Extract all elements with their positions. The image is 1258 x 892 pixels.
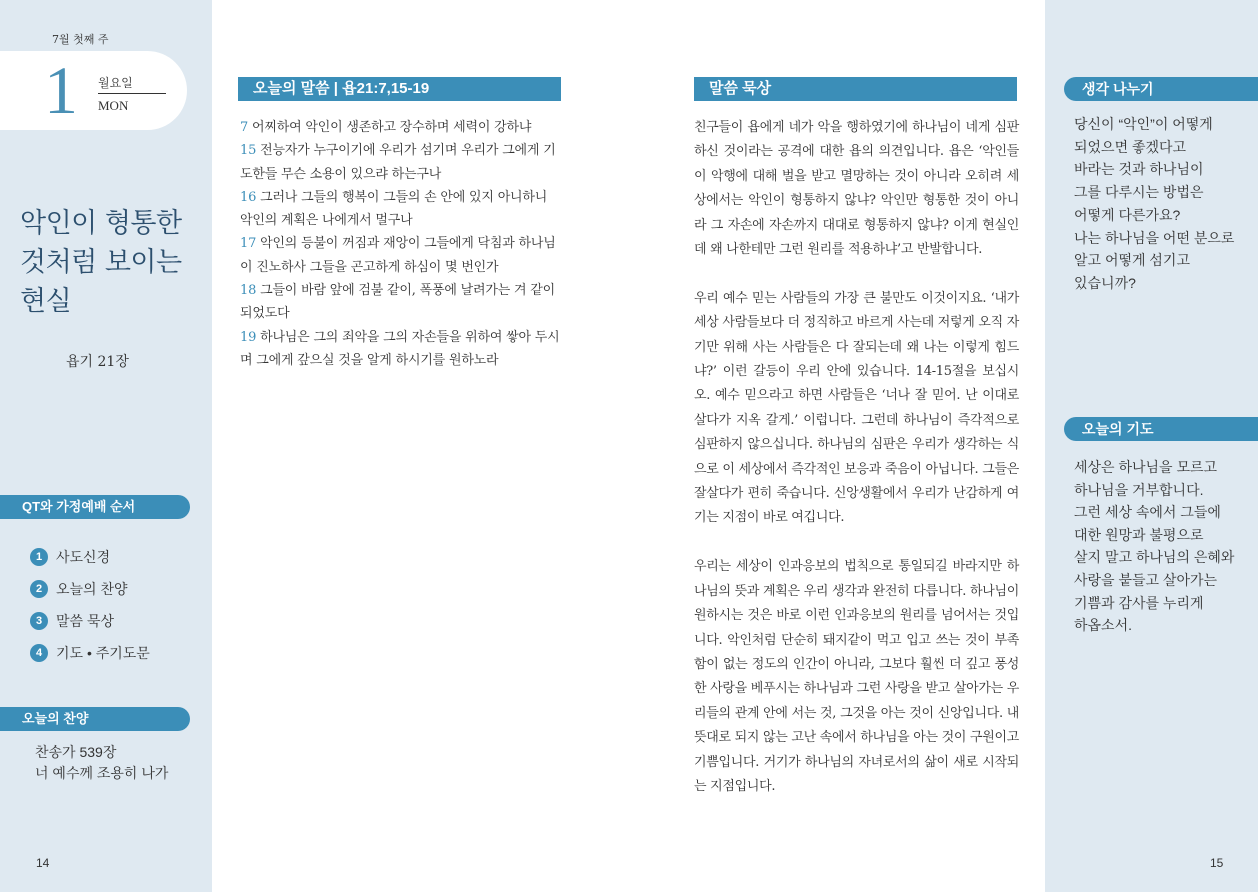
page-title: 악인이 형통한 것처럼 보이는 현실 bbox=[20, 208, 182, 317]
meditation-text bbox=[694, 116, 1019, 824]
verse-text: 악인의 등불이 꺼짐과 재앙이 그들에게 닥침과 하나님이 진노하사 그들을 곤고하게 하심이 몇 번인가 bbox=[240, 236, 556, 275]
hymn-title: 너 예수께 조용히 나가 bbox=[35, 765, 169, 781]
hymn-number: 찬송가 539장 bbox=[35, 744, 117, 760]
scripture-text bbox=[240, 116, 563, 372]
weekday-english: MON bbox=[98, 98, 129, 113]
verse-text: 어찌하여 악인이 생존하고 장수하며 세력이 강하냐 bbox=[248, 120, 532, 135]
verse-text: 그러나 그들의 행복이 그들의 손 안에 있지 아니하니 악인의 계획은 나에게서 멀구나 bbox=[240, 189, 548, 229]
qt-order-item bbox=[30, 541, 150, 573]
verse-text: 하나님은 그의 죄악을 그의 자손들을 위하여 쌓아 두시며 그에게 갚으실 것을 알게 하시기를 원하노라 bbox=[240, 329, 560, 368]
qt-order-item-label: 사도신경 bbox=[56, 549, 111, 565]
step-number-badge: 3 bbox=[30, 612, 48, 630]
qt-order-label: QT와 가정예배 순서 bbox=[0, 495, 190, 519]
qt-order-item bbox=[30, 573, 150, 605]
verse-number: 16 bbox=[240, 189, 257, 205]
verse-number: 15 bbox=[240, 143, 257, 159]
praise-label: 오늘의 찬양 bbox=[0, 707, 190, 731]
date-badge bbox=[0, 51, 187, 130]
step-number-badge: 4 bbox=[30, 644, 48, 662]
weekday-korean: 월요일 bbox=[98, 76, 133, 90]
chapter-reference: 욥기 21장 bbox=[66, 354, 129, 370]
verse-number: 18 bbox=[240, 283, 257, 299]
page-number-left: 14 bbox=[36, 856, 50, 870]
verse-number: 7 bbox=[240, 120, 249, 135]
meditation-paragraph: 친구들이 욥에게 네가 악을 행하였기에 하나님이 네게 심판하신 것이라는 공격에 대한 욥의 의견입니다. 욥은 ‘악인들이 악행에 대해 벌을 받고 멸망하는 것이 아니라 오히려 세상에서는 악인이 형통하지 않냐? 악인만 형통한 것이 아니라 그 자손에 자손까지 대대로 형통하지 않냐? 이게 현실인데 왜 나한테만 그런 원리를 적용하냐’고 반발합니다. bbox=[694, 120, 1019, 258]
qt-order-item-label: 기도 • 주기도문 bbox=[56, 645, 150, 661]
day-number: 1 bbox=[44, 52, 78, 128]
share-thoughts-label: 생각 나누기 bbox=[1064, 77, 1258, 101]
qt-order-item-label: 말씀 묵상 bbox=[56, 613, 114, 629]
qt-order-list bbox=[30, 541, 150, 669]
qt-order-item bbox=[30, 637, 150, 669]
qt-order-item bbox=[30, 605, 150, 637]
verse-number: 17 bbox=[240, 236, 257, 252]
verse-number: 19 bbox=[240, 329, 257, 345]
praise-info bbox=[35, 742, 168, 784]
share-thoughts-text: 당신이 “악인”이 어떻게 되었으면 좋겠다고 바라는 것과 하나님이 그를 다루시는 방법은 어떻게 다른가요? 나는 하나님을 어떤 분으로 알고 어떻게 섬기고 있습니까? bbox=[1074, 116, 1235, 291]
scripture-header: 오늘의 말씀 | 욥21:7,15-19 bbox=[238, 77, 561, 101]
prayer-text: 세상은 하나님을 모르고 하나님을 거부합니다. 그런 세상 속에서 그들에 대한 원망과 불평으로 살지 말고 하나님의 은혜와 사랑을 붙들고 살아가는 기쁨과 감사를 누리게 하옵소서. bbox=[1074, 459, 1235, 634]
step-number-badge: 2 bbox=[30, 580, 48, 598]
verse-text: 전능자가 누구이기에 우리가 섬기며 우리가 그에게 기도한들 무슨 소용이 있으랴 하는구나 bbox=[240, 143, 556, 182]
prayer-label: 오늘의 기도 bbox=[1064, 417, 1258, 441]
verse-text: 그들이 바람 앞에 검불 같이, 폭풍에 날려가는 겨 같이 되었도다 bbox=[240, 283, 555, 322]
meditation-paragraph: 우리는 세상이 인과응보의 법칙으로 통일되길 바라지만 하나님의 뜻과 계획은 우리 생각과 완전히 다릅니다. 하나님이 원하시는 것은 바로 이런 인과응보의 원리를 넘어서는 것입니다. 악인처럼 단순히 돼지같이 먹고 입고 쓰는 것이 부족함이 없는 정도의 인간이 아니라, 그보다 훨씬 더 깊고 풍성한 사랑을 베푸시는 하나님과 그런 사랑을 받고 살아가는 우리들의 관계 안에 서는 것, 그것을 아는 것이 신앙입니다. 내 뜻대로 되지 않는 고난 속에서 하나님을 아는 것이 구원이고 기쁨입니다. 거기가 하나님의 자녀로서의 삶이 새로 시작되는 지점입니다. bbox=[694, 559, 1019, 794]
qt-order-item-label: 오늘의 찬양 bbox=[56, 581, 128, 597]
meditation-header: 말씀 묵상 bbox=[694, 77, 1017, 101]
meditation-paragraph: 우리 예수 믿는 사람들의 가장 큰 불만도 이것이지요. ‘내가 세상 사람들보다 더 정직하고 바르게 사는데 저렇게 오직 자기만 위해 사는 사람들은 다 잘되는데 왜 나는 이렇게 힘드냐?’ 이런 갈등이 우리 안에 있습니다. 14-15절을 보십시오. 예수 믿으라고 하면 사람들은 ‘너나 잘 믿어. 난 이대로 살다가 지옥 갈게.’ 이럽니다. 그런데 하나님이 즉각적으로 심판하지 않으십니다. 하나님의 심판은 우리가 생각하는 식으로 이 세상에서 즉각적인 보응과 죽음이 아닙니다. 그들은 잘살다가 편히 죽습니다. 신앙생활에서 우리가 난감하게 여기는 지점이 바로 여깁니다. bbox=[694, 290, 1019, 526]
step-number-badge: 1 bbox=[30, 548, 48, 566]
page-number-right: 15 bbox=[1210, 856, 1224, 870]
date-divider bbox=[98, 93, 166, 94]
week-label: 7월 첫째 주 bbox=[52, 33, 109, 46]
